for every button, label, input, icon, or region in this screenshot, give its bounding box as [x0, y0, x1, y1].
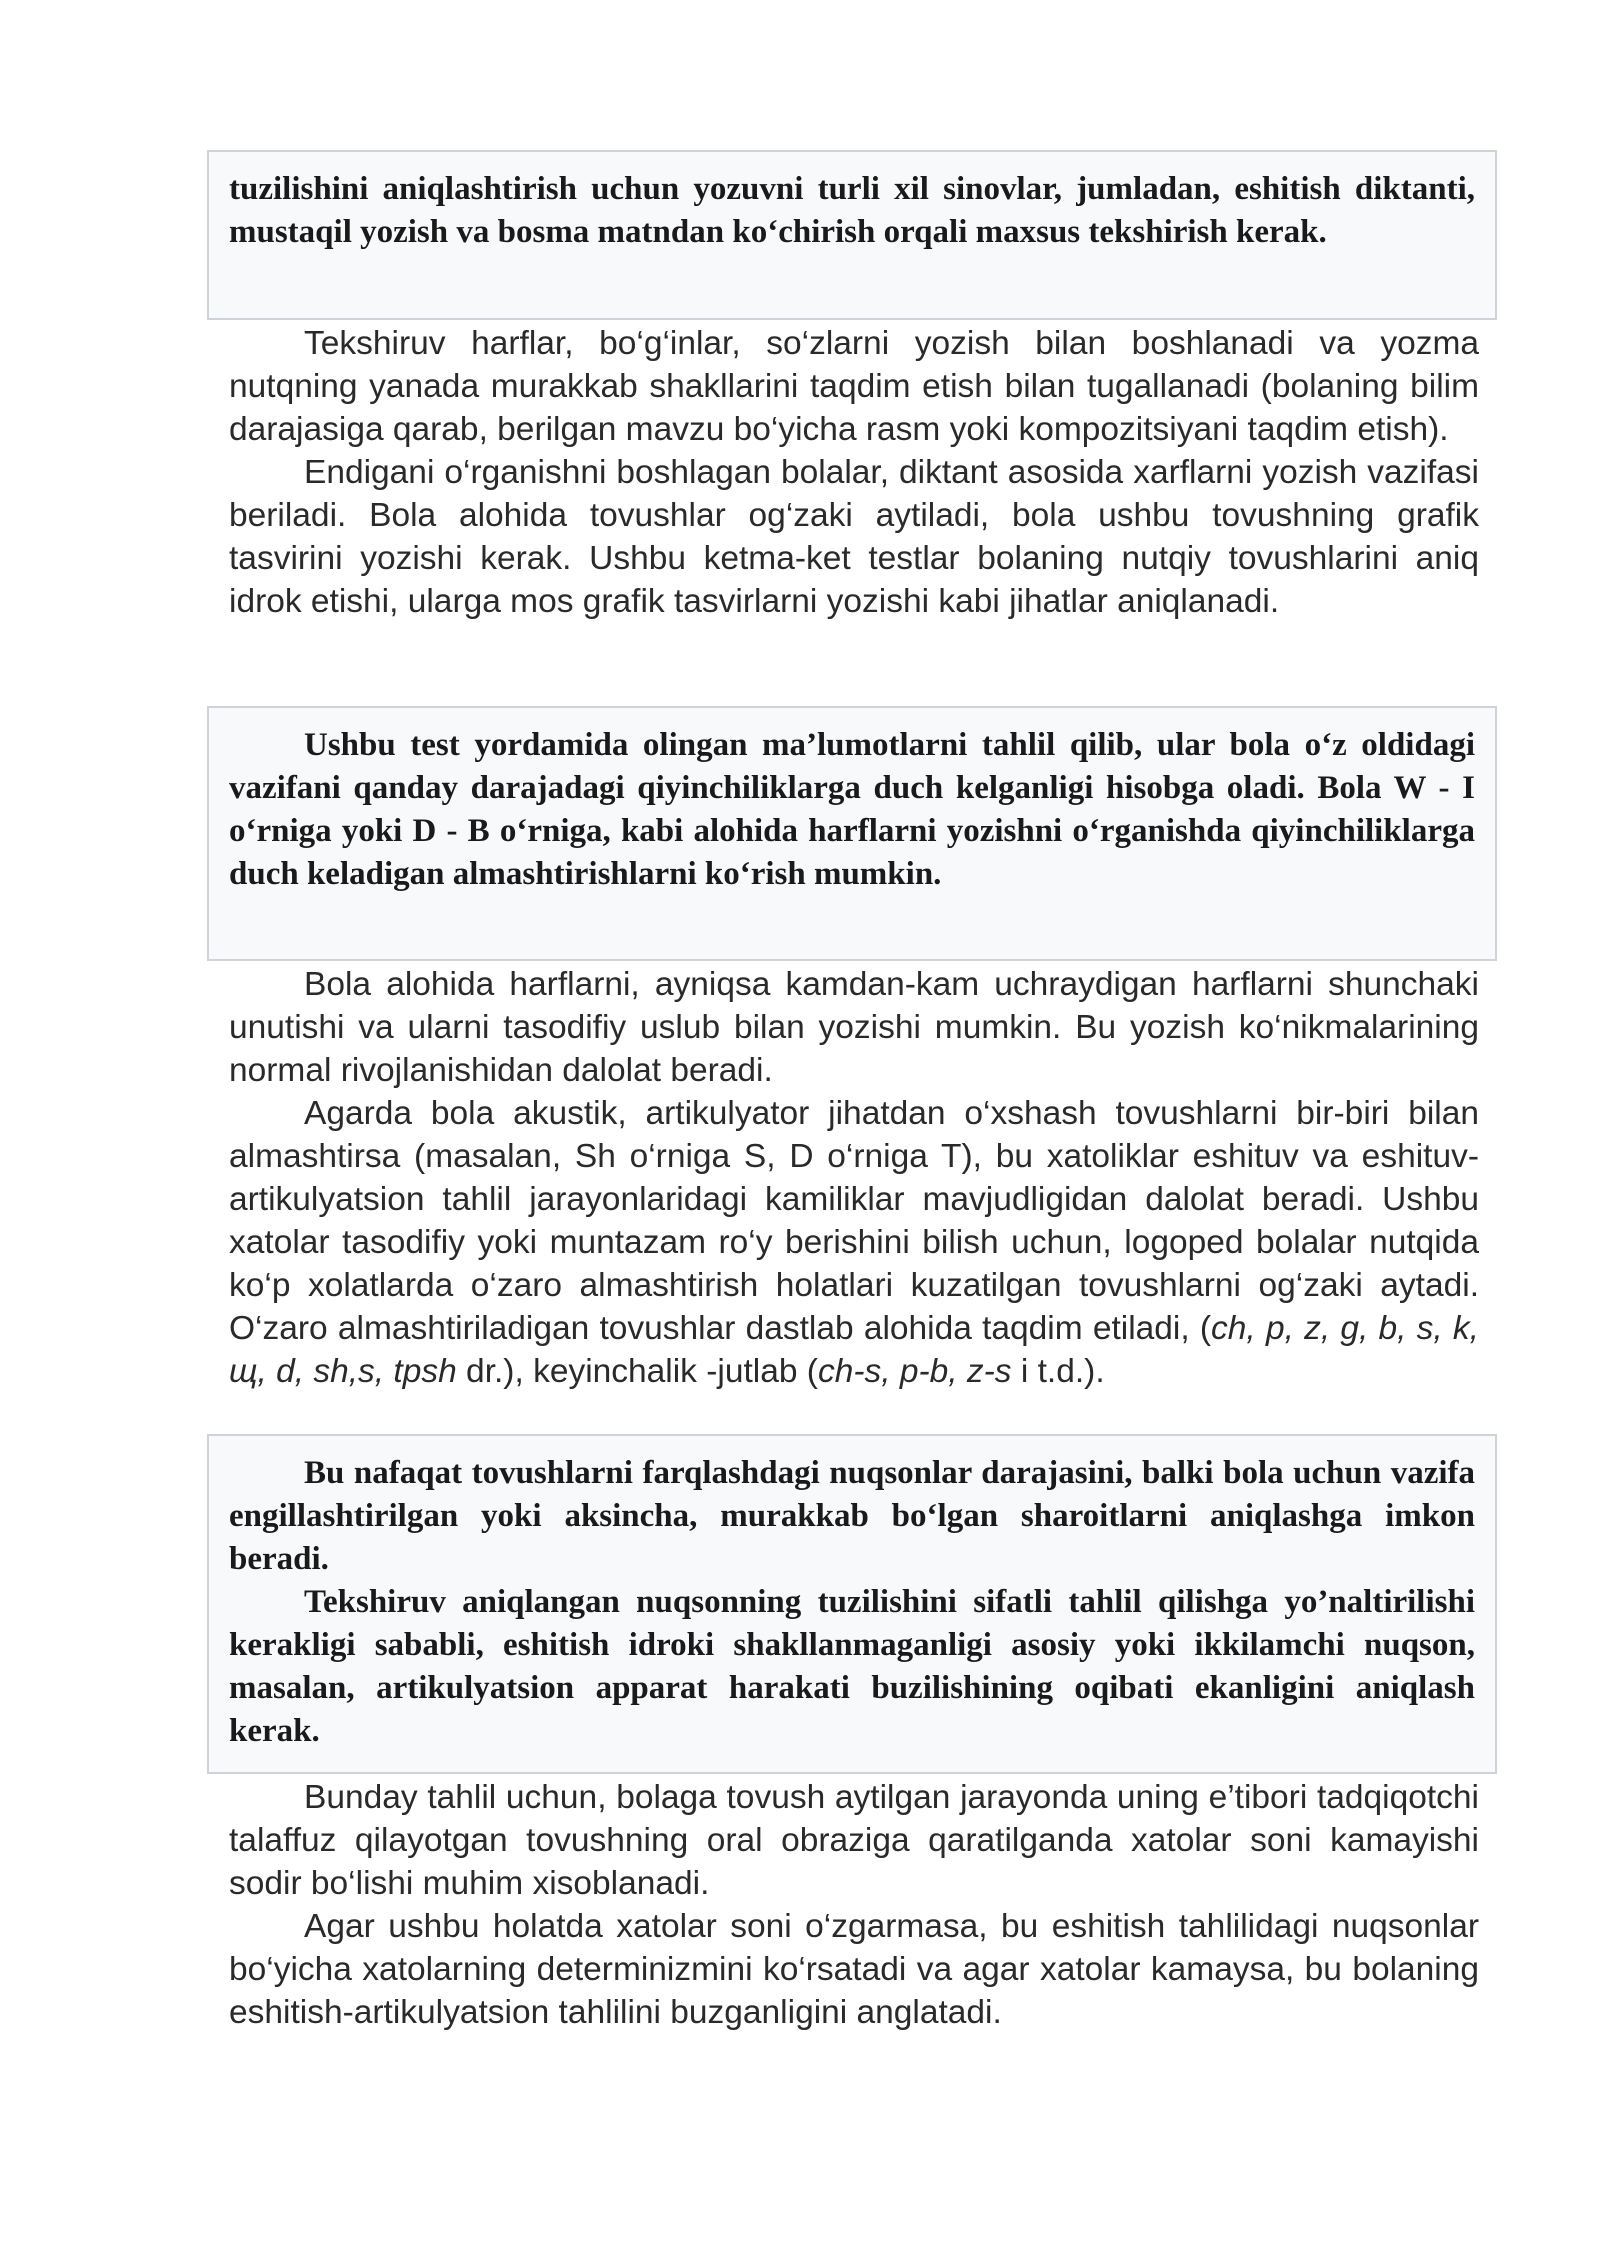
- text-block-1: [229, 322, 1479, 623]
- paragraph: Tekshiruv harflar, bo‘g‘inlar, so‘zlarni yozish bilan boshlanadi va yozma nutqning yanada murakkab shakllarini taqdim etish bilan tugallanadi (bolaning bilim darajasiga qarab, berilgan mavzu bo‘yicha rasm yoki kompozitsiyani taqdim etish).: [229, 325, 1479, 448]
- paragraph: Bola alohida harflarni, ayniqsa kamdan-kam uchraydigan harflarni shunchaki unutishi va ularni tasodifiy uslub bilan yozishi mumkin. Bu yozish ko‘nikmalarining normal rivojlanishidan dalolat beradi.: [229, 966, 1479, 1089]
- paragraph-text: Agarda bola akustik, artikulyator jihatdan o‘xshash tovushlarni bir-biri bilan almashtirsa (masalan, Sh o‘rniga S, D o‘rniga T), bu xatoliklar eshituv va eshituv-artikulyatsion tahlil jarayonlaridagi kamiliklar mavjudligidan dalolat beradi. Ushbu xatolar tasodifiy yoki muntazam ro‘y berishini bilish uchun, logoped bolalar nutqida ko‘p xolatlarda o‘zaro almashtirish holatlari kuzatilgan tovushlarni og‘zaki aytadi. O‘zaro almashtiriladigan tovushlar dastlab alohida taqdim etiladi, (: [229, 1095, 1479, 1347]
- box3-paragraph: Bu nafaqat tovushlarni farqlashdagi nuqsonlar darajasini, balki bola uchun vazifa engillashtirilgan yoki aksincha, murakkab bo‘lgan sharoitlarni aniqlashga imkon beradi.: [229, 1455, 1475, 1577]
- paragraph: [229, 1092, 1479, 1393]
- highlight-box-1: [207, 150, 1497, 320]
- box3-paragraph: Tekshiruv aniqlangan nuqsonning tuzilishini sifatli tahlil qilishga yo’naltirilishi kerakligi sababli, eshitish idroki shakllanmaganligi asosiy yoki ikkilamchi nuqson, masalan, artikulyatsion apparat harakati buzilishining oqibati ekanligini aniqlash kerak.: [229, 1584, 1475, 1749]
- highlight-box-2: [207, 706, 1497, 961]
- paragraph: Endigani o‘rganishni boshlagan bolalar, diktant asosida xarflarni yozish vazifasi beriladi. Bola alohida tovushlar og‘zaki aytiladi, bola ushbu tovushning grafik tasvirini yozishi kerak. Ushbu ketma-ket testlar bolaning nutqiy tovushlarini aniq idrok etishi, ularga mos grafik tasvirlarni yozishi kabi jihatlar aniqlanadi.: [229, 454, 1479, 620]
- sound-pairs-italic: ch-s, p-b, z-s: [817, 1353, 1012, 1390]
- paragraph: Bunday tahlil uchun, bolaga tovush aytilgan jarayonda uning e’tibori tadqiqotchi talaffuz qilayotgan tovushning oral obraziga qaratilganda xatolar soni kamayishi sodir bo‘lishi muhim xisoblanadi.: [229, 1779, 1479, 1902]
- box2-paragraph: Ushbu test yordamida olingan ma’lumotlarni tahlil qilib, ular bola o‘z oldidagi vazifani qanday darajadagi qiyinchiliklarga duch kelganligi hisobga oladi. Bola W - I o‘rniga yoki D - B o‘rniga, kabi alohida harflarni yozishni o‘rganishda qiyinchiliklarga duch keladigan almashtirishlarni ko‘rish mumkin.: [229, 727, 1475, 892]
- text-block-3: [229, 1776, 1479, 2034]
- box1-paragraph: tuzilishini aniqlashtirish uchun yozuvni turli xil sinovlar, jumladan, eshitish diktanti, mustaqil yozish va bosma matndan ko‘chirish orqali maxsus tekshirish kerak.: [229, 171, 1475, 250]
- text-block-2: [229, 963, 1479, 1393]
- paragraph-text: i t.d.).: [1011, 1353, 1105, 1390]
- paragraph-text: dr.), keyinchalik -jutlab (: [456, 1353, 818, 1390]
- highlight-box-3: [207, 1434, 1497, 1774]
- paragraph: Agar ushbu holatda xatolar soni o‘zgarmasa, bu eshitish tahlilidagi nuqsonlar bo‘yicha xatolarning determinizmini ko‘rsatadi va agar xatolar kamaysa, bu bolaning eshitish-artikulyatsion tahlilini buzganligini anglatadi.: [229, 1908, 1479, 2031]
- sound-list-italic: ch, p, z, g, b, s, k, щ, d, sh,s, tpsh: [229, 1310, 1479, 1390]
